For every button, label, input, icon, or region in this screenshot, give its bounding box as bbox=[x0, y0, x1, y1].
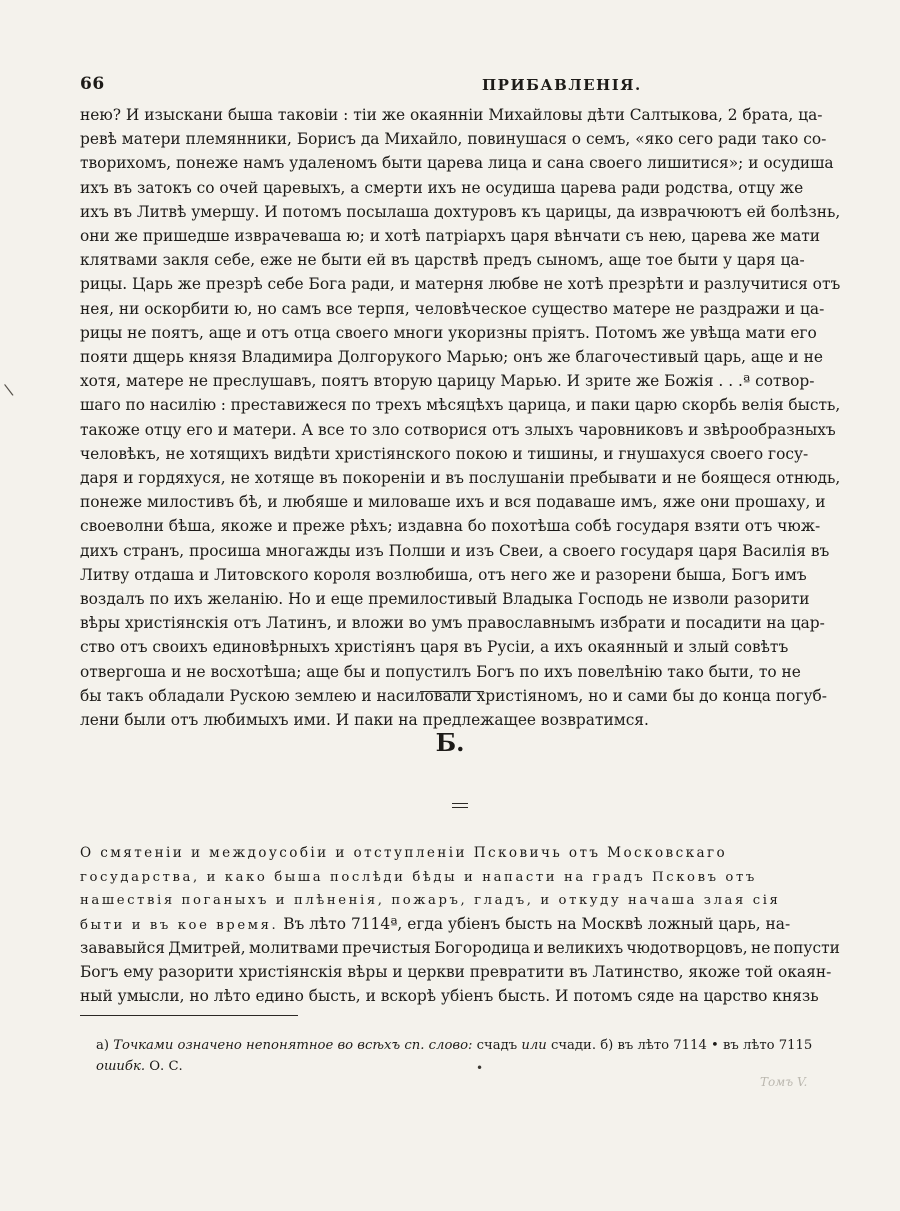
margin-mark: \ bbox=[2, 379, 15, 400]
text-line: воздалъ по ихъ желанію. Но и еще премилостивый Владыка Господь не изволи разорити bbox=[80, 590, 810, 609]
bleed-through-note: Томъ V. bbox=[760, 1075, 808, 1089]
footnote-label: а) bbox=[96, 1038, 110, 1053]
section-text bbox=[80, 842, 840, 1008]
footnote-line bbox=[96, 1056, 846, 1077]
text-line: бы такъ обладали Рускою землею и насиловали христіяномъ, но и сами бы до конца погуб- bbox=[80, 686, 827, 705]
text-line: рицы. Царь же презрѣ себе Бога ради, и матерня любве не хотѣ презрѣти и разлучитися отъ bbox=[80, 275, 840, 294]
text-line: клятвами закля себе, еже не быти ей въ царствѣ предъ сыномъ, аще тое быти у царя ца- bbox=[80, 251, 805, 270]
text-line: такоже отцу его и матери. А все то зло сотворися отъ злыхъ чаровниковъ и звѣрообразныхъ bbox=[80, 420, 836, 439]
text-line: ревѣ матери племянники, Борисъ да Михайло, повинушася о семъ, «яко сего ради тако со- bbox=[80, 130, 827, 149]
footnote-line bbox=[96, 1035, 846, 1056]
text-line: они же пришедше изврачеваша ю; и хотѣ патріархъ царя вѣнчати съ нею, царева же мати bbox=[80, 227, 821, 246]
text-line: понеже милостивъ бѣ, и любяше и миловаше ихъ и вся подаваше имъ, яже они прошаху, и bbox=[80, 493, 826, 512]
footnote-note-b: б) въ лѣто 7114 • въ лѣто 7115 bbox=[600, 1038, 813, 1053]
section-title-line: государства, и како быша послѣди бѣды и напасти на градъ Псковъ отъ bbox=[80, 869, 757, 885]
text-line: хотя, матере не преслушавъ, поятъ вторую царицу Марью. И зрите же Божія . . .ª сотвор- bbox=[80, 372, 815, 391]
text-line: Литву отдаша и Литовского короля возлюбиша, отъ него же и разорени быша, Богъ имъ bbox=[80, 565, 807, 584]
text-line: вѣры христіянскія отъ Латинъ, и вложи во умъ православнымъ избрати и посадити на цар- bbox=[80, 614, 825, 633]
running-head: ПРИБАВЛЕНІЯ. bbox=[482, 76, 642, 94]
section-title-line: О смятеніи и междоусобіи и отступленіи Псковичь отъ Московскаго bbox=[80, 845, 728, 861]
section-body-line: зававыйся Дмитрей, молитвами пречистыя Богородица и великихъ чюдотворцовъ, не попусти bbox=[80, 939, 840, 958]
section-body-line: ный умысли, но лѣто едино бысть, и вскорѣ убіенъ бысть. И потомъ сяде на царство князь bbox=[80, 986, 819, 1005]
footnote-italic: или bbox=[521, 1038, 547, 1053]
footnote-text: О. С. bbox=[149, 1059, 183, 1074]
footnote-text: счадъ bbox=[476, 1038, 518, 1053]
text-line: даря и гордяхуся, не хотяще въ покореніи и въ послушаніи пребывати и не боящеся отнюдь, bbox=[80, 469, 840, 488]
text-line: ихъ въ затокъ со очей царевыхъ, а смерти ихъ не осудиша царева ради родства, отцу же bbox=[80, 178, 804, 197]
footnote-rule bbox=[80, 1015, 298, 1016]
main-text bbox=[80, 103, 840, 732]
footnotes bbox=[96, 1035, 846, 1077]
section-divider-rule bbox=[420, 691, 484, 692]
text-line: дихъ странъ, просиша многажды изъ Полши и изъ Свеи, а своего государя царя Василія въ bbox=[80, 541, 830, 560]
text-line: творихомъ, понеже намъ удаленомъ быти царева лица и сана своего лишитися»; и осудиша bbox=[80, 154, 834, 173]
section-body-text: Въ лѣто 7114ª, егда убіенъ бысть на Москвѣ ложный царь, на- bbox=[278, 914, 791, 933]
section-letter: Б. bbox=[435, 728, 465, 757]
text-line: лени были отъ любимыхъ ими. И паки на предлежащее возвратимся. bbox=[80, 711, 649, 730]
footnote-italic: Точками означено непонятное во всѣхъ сп. слово: bbox=[113, 1038, 473, 1053]
footnote-text: счади. bbox=[550, 1038, 597, 1053]
bottom-dot: • bbox=[476, 1061, 484, 1075]
text-line: человѣкъ, не хотящихъ видѣти христіянского покою и тишины, и гнушахуся своего госу- bbox=[80, 444, 809, 463]
footnote-italic: ошибк. bbox=[96, 1059, 146, 1074]
text-line: шаго по насилію : преставижеся по трехъ мѣсяцѣхъ царица, и паки царю скорбь велія бысть, bbox=[80, 396, 840, 415]
text-line: ихъ въ Литвѣ умершу. И потомъ посылаша дохтуровъ къ царицы, да изврачюютъ ей болѣзнь, bbox=[80, 202, 840, 221]
text-line: отвергоша и не восхотѣша; аще бы и попустилъ Богъ по ихъ повелѣнію тако быти, то не bbox=[80, 662, 801, 681]
page-header bbox=[80, 70, 840, 94]
section-title-tail: быти и въ кое время. bbox=[80, 917, 279, 933]
text-line: нею? И изыскани быша таковіи : тіи же окаянніи Михайловы дѣти Салтыкова, 2 брата, ца- bbox=[80, 106, 823, 124]
section-body-line: Богъ ему разорити христіянскія вѣры и церкви превратити въ Латинство, якоже той окаян- bbox=[80, 962, 832, 981]
text-line: ство отъ своихъ единовѣрныхъ христіянъ царя въ Русіи, а ихъ окаянный и злый совѣтъ bbox=[80, 638, 789, 657]
text-line: пояти дщерь князя Владимира Долгорукого Марью; онъ же благочестивый царь, аще и не bbox=[80, 348, 823, 367]
double-rule bbox=[452, 803, 468, 808]
text-line: своеволни бѣша, якоже и преже рѣхъ; издавна бо похотѣша собѣ государя взяти отъ чюж- bbox=[80, 517, 821, 536]
section-body-line bbox=[80, 913, 840, 938]
page-number: 66 bbox=[80, 74, 105, 94]
text-line: рицы не поятъ, аще и отъ отца своего многи укоризны пріятъ. Потомъ же увѣща мати его bbox=[80, 323, 817, 342]
text-line: нея, ни оскорбити ю, но самъ все терпя, человѣческое существо матере не раздражи и ца- bbox=[80, 299, 825, 318]
section-title-line: нашествія поганыхъ и плѣненія, пожаръ, гладъ, и откуду начаша злая сія bbox=[80, 893, 781, 909]
